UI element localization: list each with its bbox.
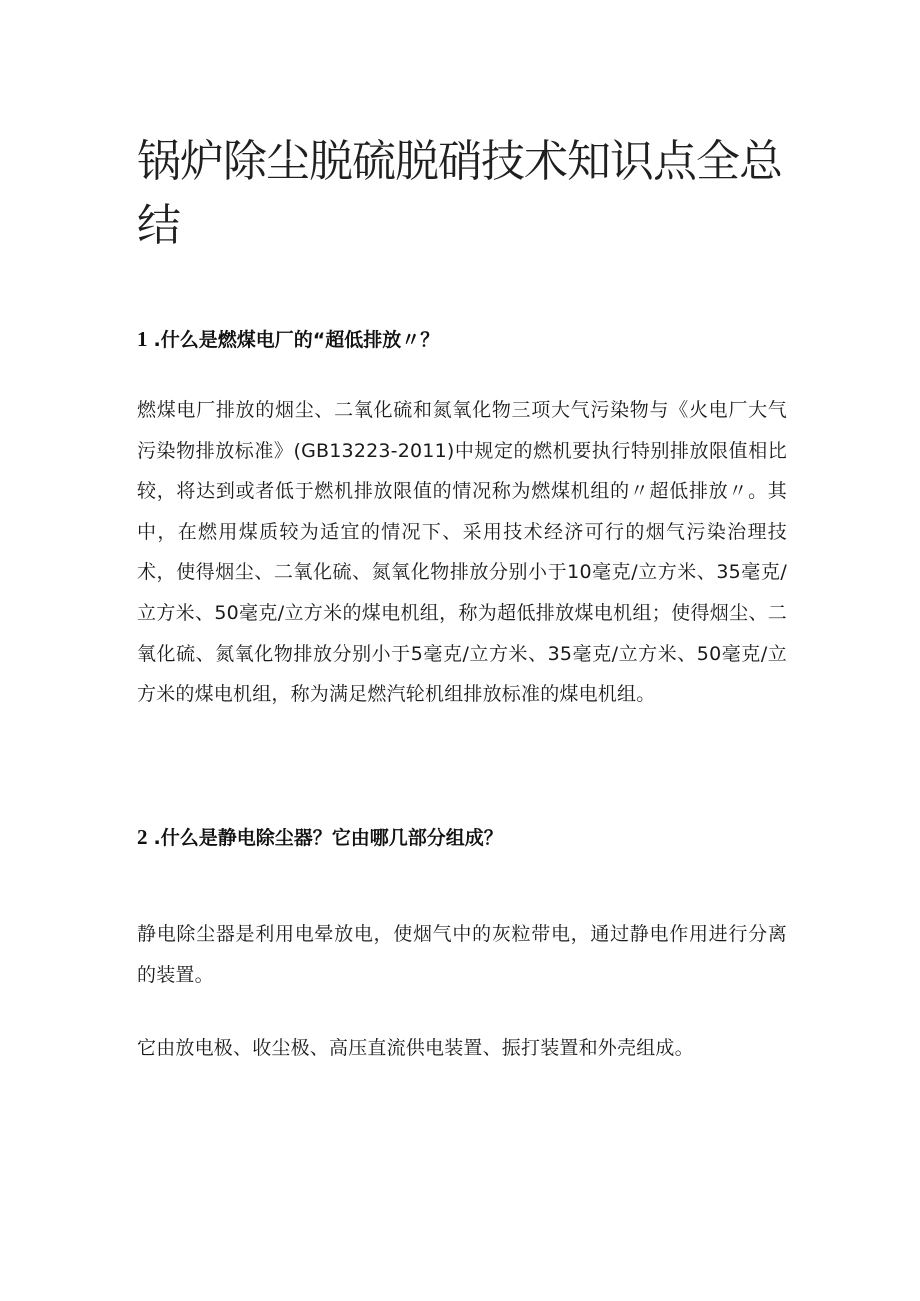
- question-1-heading: [137, 325, 787, 354]
- question-2-number: 2: [137, 825, 148, 849]
- question-2-answer-components: 它由放电极、收尘极、高压直流供电装置、振打装置和外壳组成。: [137, 1037, 694, 1059]
- question-2-text: .什么是静电除尘器？它由哪几部分组成？: [153, 827, 503, 849]
- question-1-number: 1: [137, 327, 148, 351]
- question-2-answer-definition: 静电除尘器是利用电晕放电，使烟气中的灰粒带电，通过静电作用进行分离的装置。: [137, 923, 787, 986]
- question-1-text: .什么是燃煤电厂的“超低排放〃？: [153, 329, 440, 351]
- document-title: 锅炉除尘脱硫脱硝技术知识点全总结: [137, 136, 782, 251]
- question-2-heading: [137, 823, 787, 852]
- question-1-answer: 燃煤电厂排放的烟尘、二氧化硫和氮氧化物三项大气污染物与《火电厂大气污染物排放标准》(GB13223-2011)中规定的燃机要执行特别排放限值相比较，将达到或者低于燃机排放限值的情况称为燃煤机组的〃超低排放〃。其中，在燃用煤质较为适宜的情况下、采用技术经济可行的烟气污染治理技术，使得烟尘、二氧化硫、氮氧化物排放分别小于10毫克/立方米、35毫克/立方米、50毫克/立方米的煤电机组，称为超低排放煤电机组；使得烟尘、二氧化硫、氮氧化物排放分别小于5毫克/立方米、35毫克/立方米、50毫克/立方米的煤电机组，称为满足燃汽轮机组排放标准的煤电机组。: [137, 399, 787, 706]
